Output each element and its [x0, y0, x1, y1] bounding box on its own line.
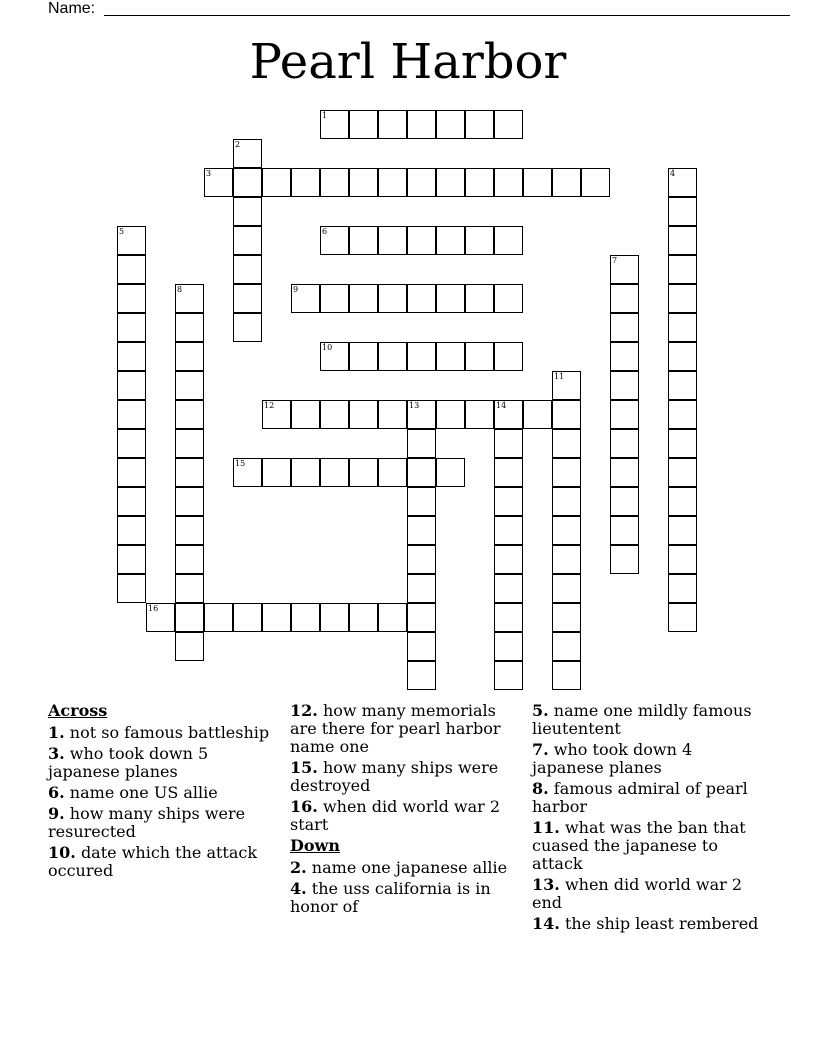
crossword-cell[interactable] [117, 545, 146, 574]
clue-across-16 [290, 798, 522, 834]
crossword-cell[interactable] [494, 342, 523, 371]
crossword-cell[interactable] [291, 603, 320, 632]
crossword-cell[interactable] [494, 400, 523, 429]
crossword-cell[interactable] [349, 400, 378, 429]
cell-number: 3 [206, 169, 212, 178]
crossword-cell[interactable] [175, 516, 204, 545]
crossword-cell[interactable] [668, 313, 697, 342]
clues-column-1 [48, 702, 280, 883]
crossword-cell[interactable] [668, 429, 697, 458]
clue-text: what was the ban that cuased the japanese to attack [532, 818, 746, 873]
clue-text: date which the attack occured [48, 843, 258, 880]
crossword-cell[interactable] [552, 168, 581, 197]
crossword-cell[interactable] [349, 168, 378, 197]
crossword-cell[interactable] [552, 574, 581, 603]
cell-number: 12 [264, 401, 275, 410]
crossword-cell[interactable] [117, 313, 146, 342]
clue-text: name one japanese allie [311, 858, 508, 877]
clue-number: 10. [48, 843, 76, 862]
crossword-cell[interactable] [175, 487, 204, 516]
crossword-cell[interactable] [668, 197, 697, 226]
crossword-cell[interactable] [233, 255, 262, 284]
cell-number: 5 [119, 227, 125, 236]
clue-text: the ship least rembered [564, 914, 759, 933]
cell-number: 6 [322, 227, 328, 236]
crossword-cell[interactable] [378, 284, 407, 313]
crossword-cell[interactable] [552, 487, 581, 516]
cell-number: 2 [235, 140, 241, 149]
puzzle-title: Pearl Harbor [249, 34, 567, 90]
cell-number: 16 [148, 604, 159, 613]
crossword-cell[interactable] [668, 284, 697, 313]
clue-number: 2. [290, 858, 307, 877]
crossword-cell[interactable] [262, 603, 291, 632]
crossword-cell[interactable] [610, 284, 639, 313]
clue-number: 11. [532, 818, 560, 837]
crossword-cell[interactable] [117, 371, 146, 400]
cell-number: 11 [554, 372, 565, 381]
crossword-cell[interactable] [668, 342, 697, 371]
crossword-cell[interactable] [552, 603, 581, 632]
crossword-cell[interactable] [610, 371, 639, 400]
crossword-cell[interactable] [233, 226, 262, 255]
crossword-cell[interactable] [117, 458, 146, 487]
crossword-cell[interactable] [146, 603, 175, 632]
crossword-cell[interactable] [523, 400, 552, 429]
clue-text: who took down 5 japanese planes [48, 744, 209, 781]
crossword-cell[interactable] [175, 632, 204, 661]
crossword-cell[interactable] [494, 487, 523, 516]
clue-text: how many ships were resurected [48, 804, 246, 841]
crossword-cell[interactable] [233, 284, 262, 313]
crossword-cell[interactable] [349, 603, 378, 632]
crossword-cell[interactable] [407, 429, 436, 458]
crossword-cell[interactable] [494, 429, 523, 458]
crossword-cell[interactable] [291, 400, 320, 429]
crossword-cell[interactable] [610, 516, 639, 545]
crossword-cell[interactable] [465, 168, 494, 197]
crossword-cell[interactable] [552, 400, 581, 429]
cell-number: 7 [612, 256, 618, 265]
clue-text: famous admiral of pearl harbor [532, 779, 748, 816]
crossword-cell[interactable] [552, 429, 581, 458]
crossword-cell[interactable] [349, 226, 378, 255]
clue-down-7 [532, 741, 764, 777]
crossword-cell[interactable] [407, 661, 436, 690]
crossword-cell[interactable] [436, 342, 465, 371]
crossword-cell[interactable] [262, 458, 291, 487]
crossword-cell[interactable] [291, 168, 320, 197]
clue-text: name one mildly famous lieutentent [532, 701, 752, 738]
crossword-cell[interactable] [320, 342, 349, 371]
crossword-cell[interactable] [349, 110, 378, 139]
clue-number: 1. [48, 723, 65, 742]
clue-text: who took down 4 japanese planes [532, 740, 693, 777]
cell-number: 4 [670, 169, 676, 178]
clue-text: not so famous battleship [69, 723, 270, 742]
crossword-cell[interactable] [175, 458, 204, 487]
crossword-cell[interactable] [175, 429, 204, 458]
crossword-cell[interactable] [668, 574, 697, 603]
crossword-cell[interactable] [117, 487, 146, 516]
clue-text: how many ships were destroyed [290, 758, 499, 795]
crossword-cell[interactable] [668, 371, 697, 400]
crossword-cell[interactable] [436, 458, 465, 487]
crossword-cell[interactable] [233, 458, 262, 487]
down-heading: Down [290, 836, 340, 855]
crossword-cell[interactable] [523, 168, 552, 197]
crossword-cell[interactable] [349, 458, 378, 487]
clue-across-6 [48, 784, 280, 802]
crossword-cell[interactable] [407, 342, 436, 371]
crossword-cell[interactable] [465, 400, 494, 429]
crossword-cell[interactable] [233, 603, 262, 632]
crossword-cell[interactable] [175, 342, 204, 371]
crossword-cell[interactable] [407, 603, 436, 632]
crossword-cell[interactable] [175, 400, 204, 429]
crossword-cell[interactable] [610, 400, 639, 429]
crossword-cell[interactable] [465, 226, 494, 255]
crossword-cell[interactable] [320, 110, 349, 139]
crossword-cell[interactable] [349, 284, 378, 313]
clue-text: when did world war 2 start [290, 797, 501, 834]
crossword-cell[interactable] [668, 487, 697, 516]
clue-number: 16. [290, 797, 318, 816]
crossword-cell[interactable] [436, 284, 465, 313]
crossword-cell[interactable] [378, 400, 407, 429]
crossword-cell[interactable] [668, 516, 697, 545]
name-label: Name: [48, 0, 96, 17]
cell-number: 10 [322, 343, 333, 352]
crossword-cell[interactable] [204, 168, 233, 197]
crossword-cell[interactable] [175, 313, 204, 342]
crossword-cell[interactable] [117, 342, 146, 371]
crossword-cell[interactable] [407, 632, 436, 661]
clue-down-5 [532, 702, 764, 738]
clue-number: 6. [48, 783, 65, 802]
crossword-cell[interactable] [407, 574, 436, 603]
crossword-cell[interactable] [610, 342, 639, 371]
crossword-cell[interactable] [233, 168, 262, 197]
crossword-cell[interactable] [494, 632, 523, 661]
crossword-cell[interactable] [552, 371, 581, 400]
cell-number: 1 [322, 111, 328, 120]
crossword-cell[interactable] [320, 168, 349, 197]
clue-across-3 [48, 745, 280, 781]
crossword-cell[interactable] [494, 168, 523, 197]
crossword-cell[interactable] [233, 139, 262, 168]
crossword-cell[interactable] [117, 574, 146, 603]
crossword-cell[interactable] [262, 400, 291, 429]
crossword-cell[interactable] [117, 284, 146, 313]
crossword-cell[interactable] [581, 168, 610, 197]
crossword-cell[interactable] [552, 545, 581, 574]
clue-text: name one US allie [69, 783, 218, 802]
crossword-cell[interactable] [465, 284, 494, 313]
crossword-cell[interactable] [407, 226, 436, 255]
crossword-cell[interactable] [436, 226, 465, 255]
crossword-cell[interactable] [320, 226, 349, 255]
clue-number: 13. [532, 875, 560, 894]
crossword-cell[interactable] [494, 574, 523, 603]
crossword-cell[interactable] [668, 603, 697, 632]
cell-number: 14 [496, 401, 507, 410]
clue-across-12 [290, 702, 522, 756]
clue-down-2 [290, 859, 522, 877]
crossword-cell[interactable] [117, 400, 146, 429]
crossword-cell[interactable] [610, 545, 639, 574]
crossword-cell[interactable] [175, 545, 204, 574]
crossword-cell[interactable] [494, 110, 523, 139]
crossword-cell[interactable] [349, 342, 378, 371]
clue-across-15 [290, 759, 522, 795]
crossword-cell[interactable] [233, 197, 262, 226]
crossword-cell[interactable] [668, 545, 697, 574]
clue-down-13 [532, 876, 764, 912]
crossword-cell[interactable] [494, 284, 523, 313]
crossword-cell[interactable] [552, 458, 581, 487]
crossword-cell[interactable] [494, 545, 523, 574]
crossword-cell[interactable] [407, 545, 436, 574]
clue-across-9 [48, 805, 280, 841]
clue-text: when did world war 2 end [532, 875, 743, 912]
crossword-cell[interactable] [494, 603, 523, 632]
crossword-cell[interactable] [610, 429, 639, 458]
crossword-cell[interactable] [378, 226, 407, 255]
crossword-cell[interactable] [407, 487, 436, 516]
crossword-cell[interactable] [378, 458, 407, 487]
crossword-cell[interactable] [117, 516, 146, 545]
crossword-cell[interactable] [668, 400, 697, 429]
crossword-cell[interactable] [320, 603, 349, 632]
crossword-cell[interactable] [465, 342, 494, 371]
clue-down-4 [290, 880, 522, 916]
crossword-cell[interactable] [291, 458, 320, 487]
clue-number: 4. [290, 879, 307, 898]
clue-number: 3. [48, 744, 65, 763]
clue-across-1 [48, 724, 280, 742]
crossword-cell[interactable] [320, 458, 349, 487]
crossword-cell[interactable] [407, 168, 436, 197]
clue-across-10 [48, 844, 280, 880]
crossword-cell[interactable] [494, 458, 523, 487]
clue-number: 12. [290, 701, 318, 720]
clues-column-2 [290, 702, 522, 919]
crossword-cell[interactable] [407, 284, 436, 313]
crossword-cell[interactable] [668, 226, 697, 255]
crossword-cell[interactable] [610, 313, 639, 342]
crossword-cell[interactable] [668, 168, 697, 197]
crossword-cell[interactable] [494, 661, 523, 690]
crossword-cell[interactable] [175, 574, 204, 603]
cell-number: 9 [293, 285, 299, 294]
clue-down-11 [532, 819, 764, 873]
crossword-cell[interactable] [320, 400, 349, 429]
crossword-cell[interactable] [262, 168, 291, 197]
crossword-cell[interactable] [175, 284, 204, 313]
clue-number: 9. [48, 804, 65, 823]
crossword-cell[interactable] [233, 313, 262, 342]
crossword-cell[interactable] [494, 226, 523, 255]
crossword-cell[interactable] [610, 255, 639, 284]
crossword-cell[interactable] [117, 226, 146, 255]
crossword-cell[interactable] [610, 458, 639, 487]
crossword-cell[interactable] [291, 284, 320, 313]
crossword-cell[interactable] [407, 516, 436, 545]
crossword-cell[interactable] [378, 603, 407, 632]
crossword-cell[interactable] [320, 284, 349, 313]
cell-number: 15 [235, 459, 246, 468]
cell-number: 13 [409, 401, 420, 410]
crossword-cell[interactable] [204, 603, 233, 632]
clue-text: how many memorials are there for pearl harbor name one [290, 701, 501, 756]
crossword-cell[interactable] [117, 255, 146, 284]
crossword-cell[interactable] [378, 342, 407, 371]
crossword-cell[interactable] [175, 603, 204, 632]
crossword-cell[interactable] [378, 168, 407, 197]
across-heading: Across [48, 701, 108, 720]
clue-down-8 [532, 780, 764, 816]
clue-number: 15. [290, 758, 318, 777]
crossword-cell[interactable] [552, 661, 581, 690]
crossword-cell[interactable] [407, 458, 436, 487]
crossword-cell[interactable] [378, 110, 407, 139]
crossword-cell[interactable] [465, 110, 494, 139]
crossword-cell[interactable] [610, 487, 639, 516]
crossword-cell[interactable] [668, 458, 697, 487]
cell-number: 8 [177, 285, 183, 294]
clues-column-3 [532, 702, 764, 936]
crossword-cell[interactable] [552, 516, 581, 545]
crossword-cell[interactable] [436, 400, 465, 429]
clue-number: 8. [532, 779, 549, 798]
crossword-cell[interactable] [552, 632, 581, 661]
clue-down-14 [532, 915, 764, 933]
crossword-cell[interactable] [436, 110, 465, 139]
crossword-cell[interactable] [494, 516, 523, 545]
crossword-cell[interactable] [407, 400, 436, 429]
crossword-cell[interactable] [668, 255, 697, 284]
clue-text: the uss california is in honor of [290, 879, 491, 916]
crossword-cell[interactable] [117, 429, 146, 458]
crossword-cell[interactable] [407, 110, 436, 139]
crossword-cell[interactable] [175, 371, 204, 400]
crossword-cell[interactable] [436, 168, 465, 197]
clue-number: 14. [532, 914, 560, 933]
clue-number: 7. [532, 740, 549, 759]
clue-number: 5. [532, 701, 549, 720]
